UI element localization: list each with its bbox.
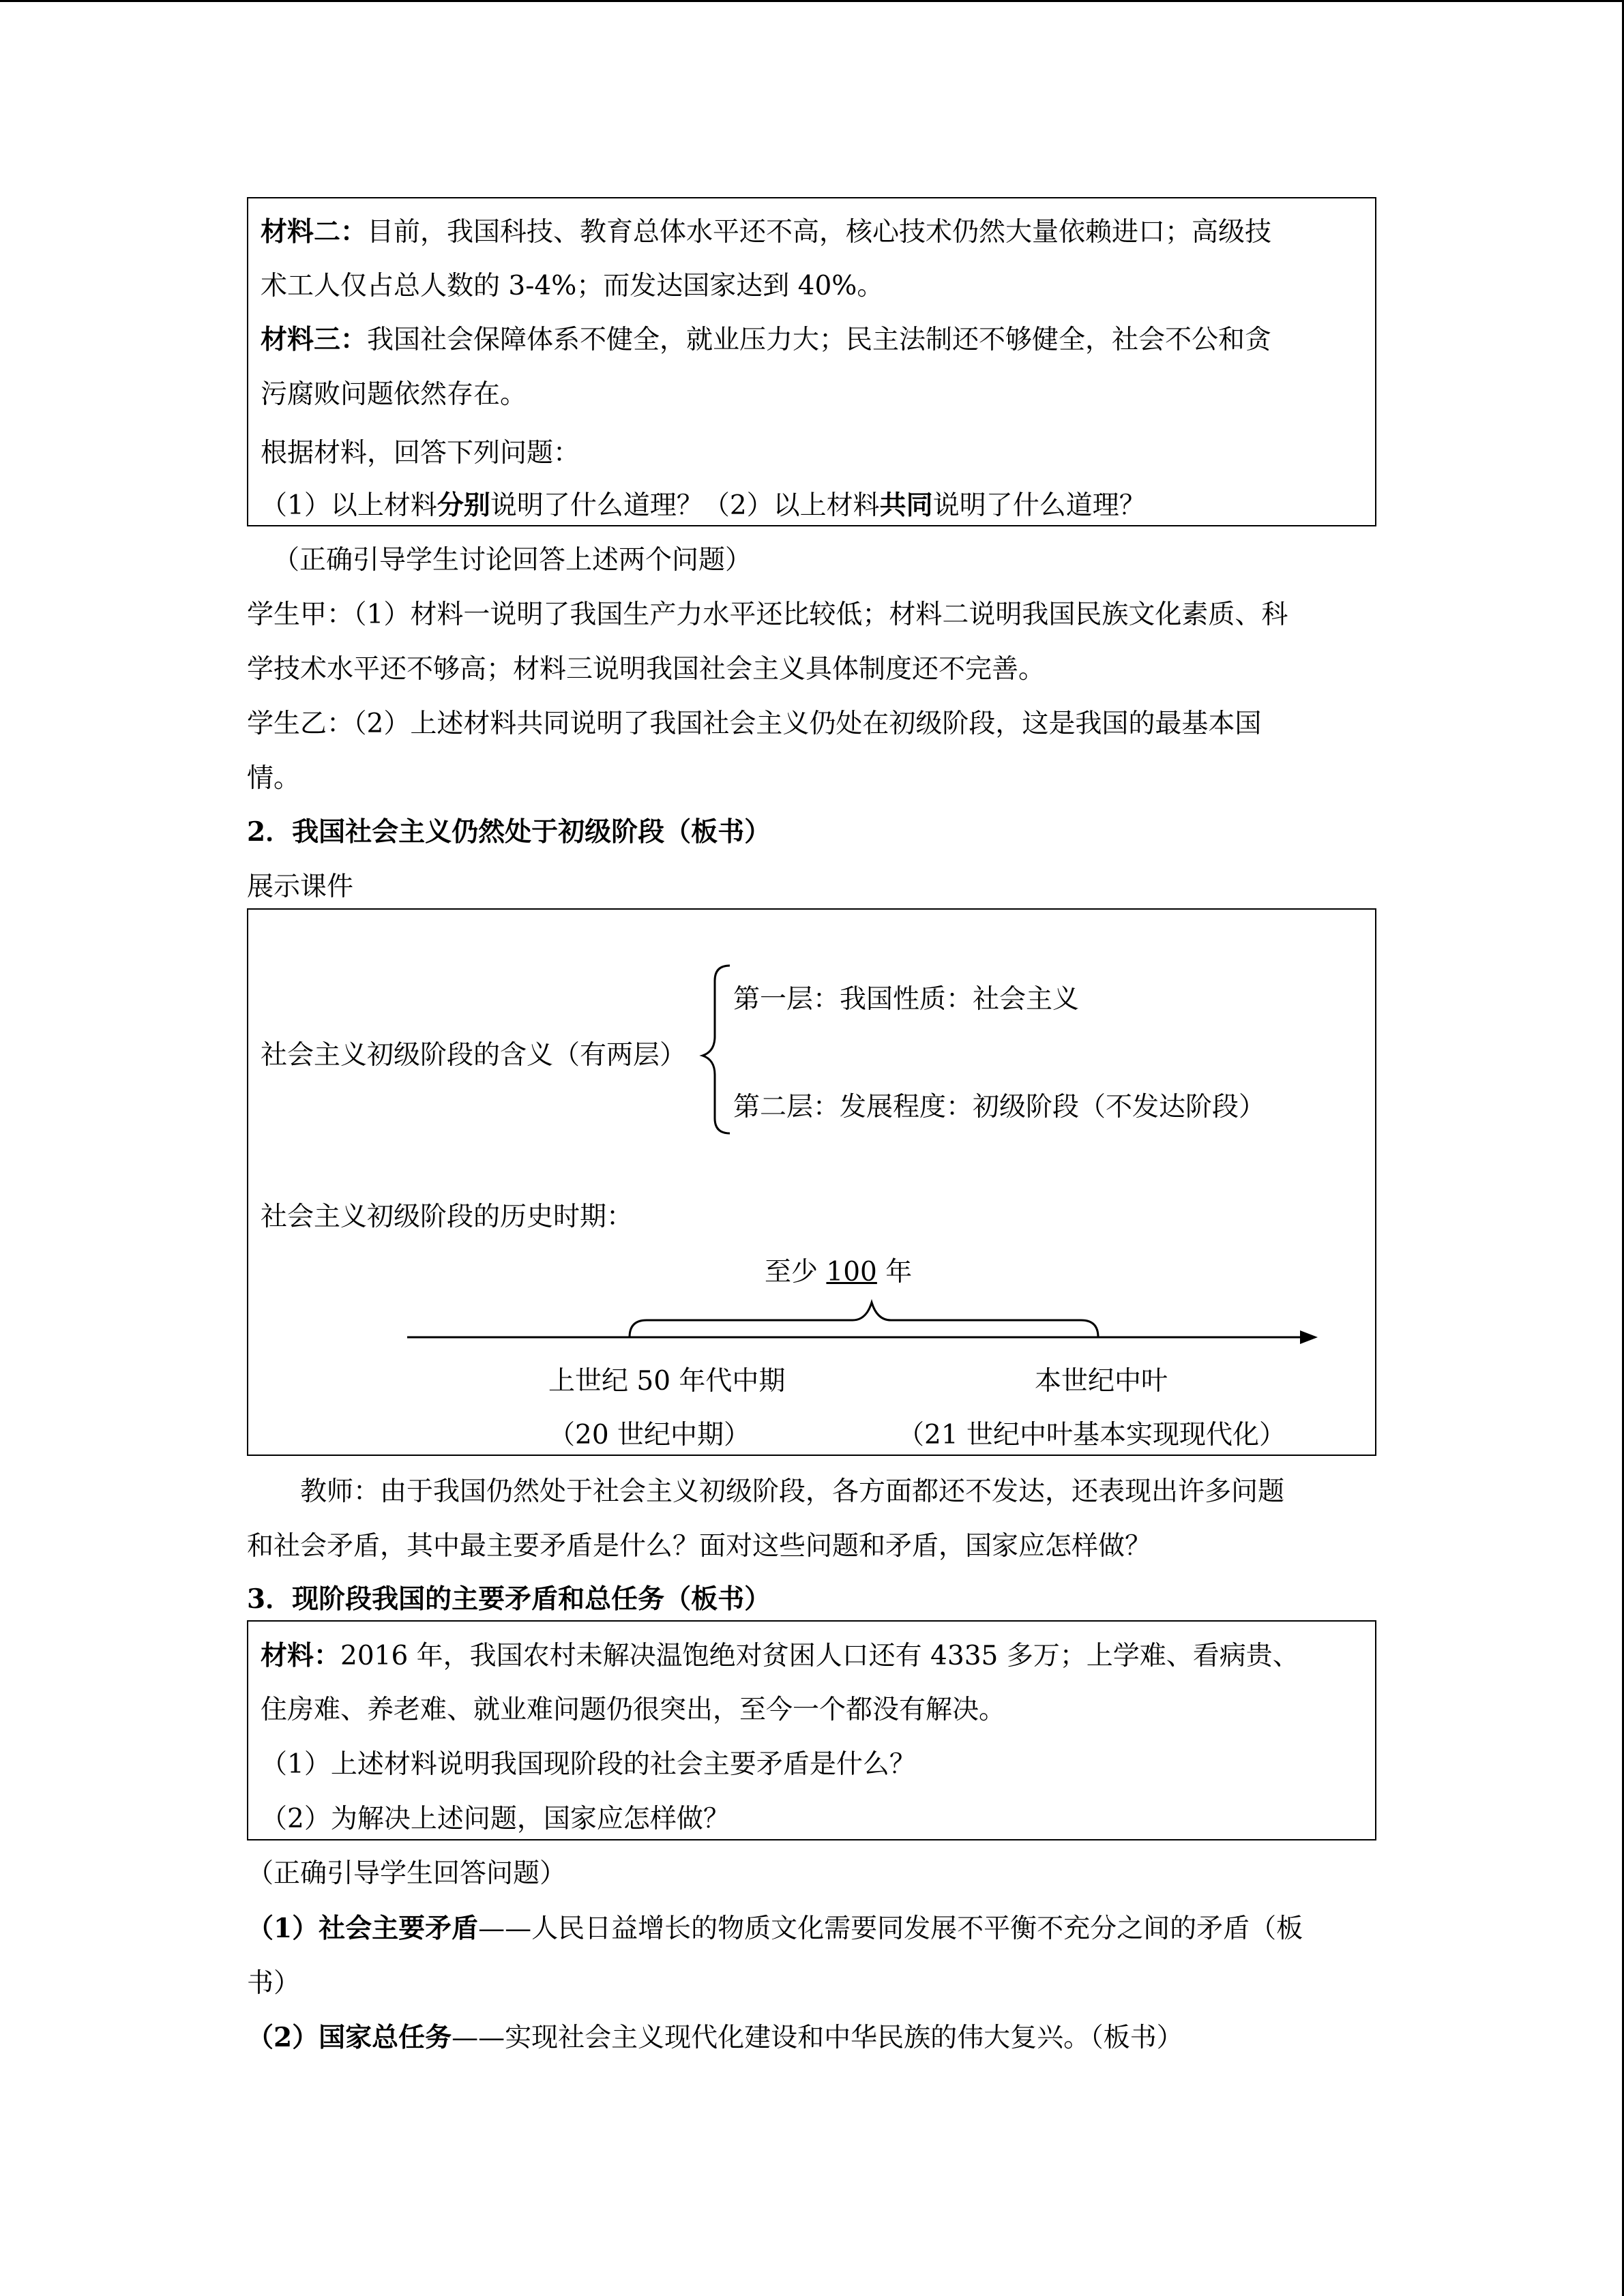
material-two-line-2: 术工人仅占总人数的 3-4%；而发达国家达到 40%。 bbox=[261, 271, 884, 301]
answer-two-label: （2）国家总任务 bbox=[247, 2022, 452, 2053]
timeline-start-label: 上世纪 50 年代中期 bbox=[548, 1366, 786, 1397]
student-a-line-2: 学技术水平还不够高；材料三说明我国社会主义具体制度还不完善。 bbox=[247, 654, 1046, 685]
teacher-line-1: 教师：由于我国仍然处于社会主义初级阶段，各方面都还不发达，还表现出许多问题 bbox=[300, 1476, 1285, 1507]
layer-brace bbox=[703, 966, 730, 1133]
timeline-end-sub: （21 世纪中叶基本实现现代化） bbox=[898, 1420, 1286, 1450]
period-brace bbox=[630, 1302, 1098, 1337]
student-a-line-1: 学生甲：（1）材料一说明了我国生产力水平还比较低；材料二说明我国民族文化素质、科 bbox=[247, 599, 1288, 630]
answer-one-line-1: （1）社会主要矛盾——人民日益增长的物质文化需要同发展不平衡不充分之间的矛盾（板 bbox=[247, 1913, 1303, 1944]
material-label: 材料： bbox=[261, 1640, 341, 1671]
stage-meaning-label: 社会主义初级阶段的含义（有两层） bbox=[261, 1040, 687, 1071]
material-text-line-2: 住房难、养老难、就业难问题仍很突出，至今一个都没有解决。 bbox=[261, 1695, 1006, 1725]
guide-note-1: （正确引导学生讨论回答上述两个问题） bbox=[273, 545, 752, 576]
answer-one-label: （1）社会主要矛盾 bbox=[247, 1913, 479, 1944]
question-one: （1）上述材料说明我国现阶段的社会主要矛盾是什么？ bbox=[261, 1749, 916, 1780]
question-two: （2）为解决上述问题，国家应怎样做？ bbox=[261, 1804, 730, 1834]
guide-note-2: （正确引导学生回答问题） bbox=[247, 1858, 567, 1889]
answer-one-line-2: 书） bbox=[247, 1968, 301, 1999]
material-two-line-1: 材料二：目前，我国科技、教育总体水平还不高，核心技术仍然大量依赖进口；高级技 bbox=[261, 216, 1272, 248]
material-prompt: 根据材料，回答下列问题： bbox=[261, 438, 580, 468]
timeline-arrow-head bbox=[1300, 1330, 1318, 1344]
material-three-line-2: 污腐败问题依然存在。 bbox=[261, 379, 527, 410]
section-heading-2: 2．我国社会主义仍然处于初级阶段（板书） bbox=[247, 816, 771, 848]
layer-one-text: 第一层：我国性质：社会主义 bbox=[733, 984, 1080, 1015]
teacher-line-2: 和社会矛盾，其中最主要矛盾是什么？面对这些问题和矛盾，国家应怎样做？ bbox=[247, 1531, 1152, 1562]
layer-two-text: 第二层：发展程度：初级阶段（不发达阶段） bbox=[733, 1092, 1266, 1122]
history-period-label: 社会主义初级阶段的历史时期： bbox=[261, 1202, 634, 1232]
answer-two-line: （2）国家总任务——实现社会主义现代化建设和中华民族的伟大复兴。（板书） bbox=[247, 2022, 1183, 2053]
section-heading-3: 3．现阶段我国的主要矛盾和总任务（板书） bbox=[247, 1583, 771, 1615]
material-three-line-1: 材料三：我国社会保障体系不健全，就业压力大；民主法制还不够健全，社会不公和贪 bbox=[261, 324, 1272, 355]
material-two-label: 材料二： bbox=[261, 216, 368, 248]
years-number: 100 bbox=[826, 1257, 877, 1287]
material-questions: （1）以上材料分别说明了什么道理？（2）以上材料共同说明了什么道理？ bbox=[261, 490, 1146, 521]
material-three-label: 材料三： bbox=[261, 324, 368, 355]
at-least-label: 至少 100 年 bbox=[765, 1257, 913, 1287]
timeline-start-sub: （20 世纪中期） bbox=[548, 1420, 751, 1450]
courseware-label: 展示课件 bbox=[247, 871, 354, 902]
student-b-line-1: 学生乙：（2）上述材料共同说明了我国社会主义仍处在初级阶段，这是我国的最基本国 bbox=[247, 709, 1262, 739]
student-b-line-2: 情。 bbox=[247, 763, 301, 794]
timeline-end-label: 本世纪中叶 bbox=[1035, 1366, 1168, 1397]
material-text-line-1: 材料：2016 年，我国农村未解决温饱绝对贫困人口还有 4335 多万；上学难、看病贵、 bbox=[261, 1640, 1299, 1671]
